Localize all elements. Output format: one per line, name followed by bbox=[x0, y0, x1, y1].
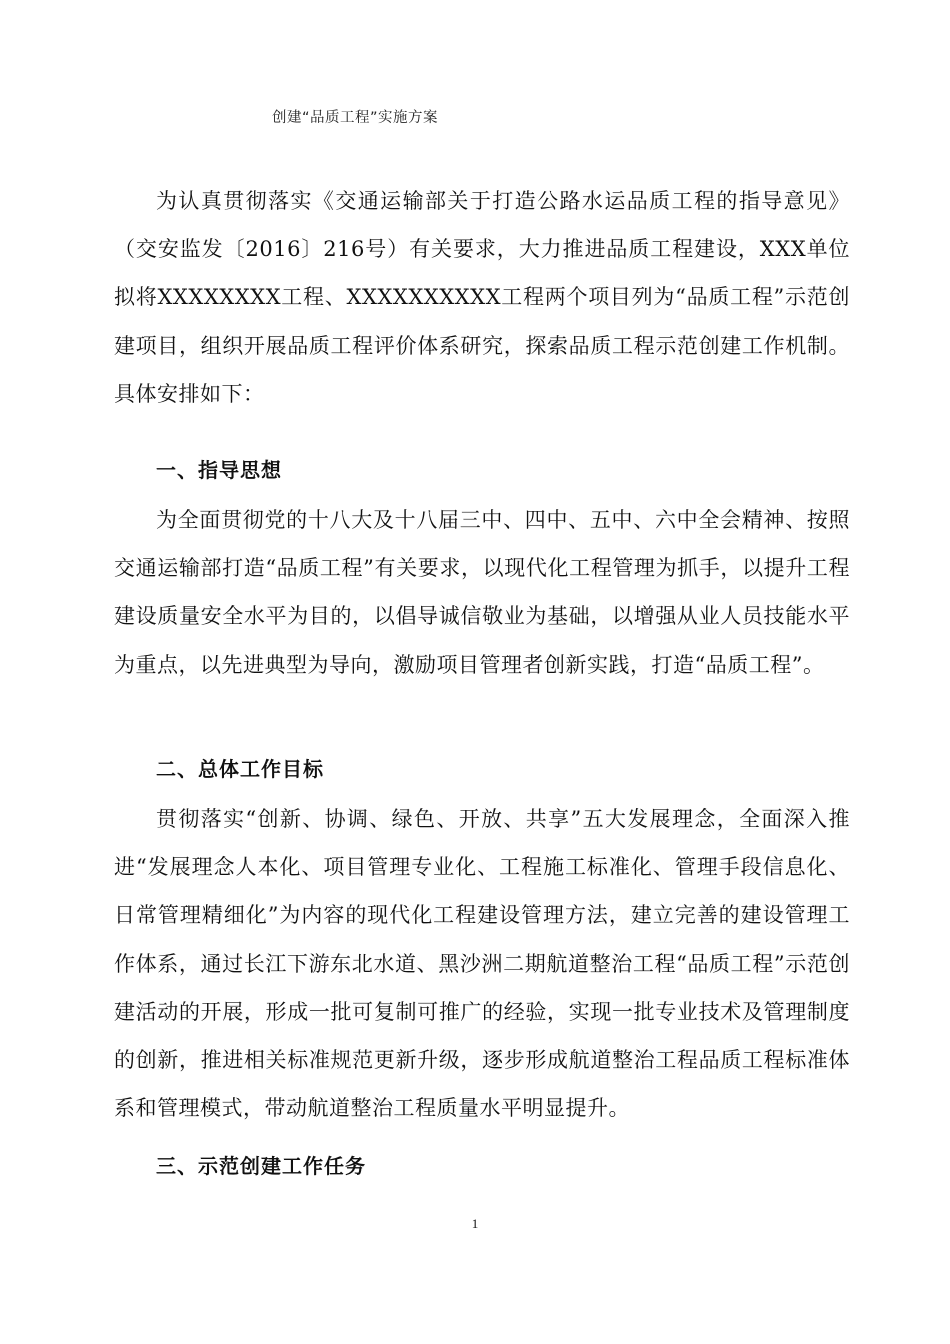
section-heading-guiding-ideology: 一、指导思想 bbox=[156, 458, 282, 482]
section-body-guiding-ideology: 为全面贯彻党的十八大及十八届三中、四中、五中、六中全会精神、按照交通运输部打造“品质工程”有关要求，以现代化工程管理为抓手，以提升工程建设质量安全水平为目的，以倡导诚信敬业为基础，以增强从业人员技能水平为重点，以先进典型为导向，激励项目管理者创新实践，打造“品质工程”。 bbox=[114, 508, 850, 677]
section-heading-overall-goals: 二、总体工作目标 bbox=[156, 757, 324, 781]
section-body-overall-goals: 贯彻落实“创新、协调、绿色、开放、共享”五大发展理念，全面深入推进“发展理念人本化、项目管理专业化、工程施工标准化、管理手段信息化、日常管理精细化”为内容的现代化工程建设管理方法，建立完善的建设管理工作体系，通过长江下游东北水道、黑沙洲二期航道整治工程“品质工程”示范创建活动的开展，形成一批可复制可推广的经验，实现一批专业技术及管理制度的创新，推进相关标准规范更新升级，逐步形成航道整治工程品质工程标准体系和管理模式，带动航道整治工程质量水平明显提升。 bbox=[114, 807, 850, 1121]
page-number: 1 bbox=[471, 1216, 479, 1231]
intro-paragraph: 为认真贯彻落实《交通运输部关于打造公路水运品质工程的指导意见》（交安监发〔2016〕216号）有关要求，大力推进品质工程建设，XXX单位拟将XXXXXXXX工程、XXXXXXXXXX工程两个项目列为“品质工程”示范创建项目，组织开展品质工程评价体系研究，探索品质工程示范创建工作机制。具体安排如下： bbox=[114, 189, 850, 406]
document-title: 创建“品质工程”实施方案 bbox=[272, 110, 439, 126]
section-heading-tasks: 三、示范创建工作任务 bbox=[156, 1154, 366, 1178]
